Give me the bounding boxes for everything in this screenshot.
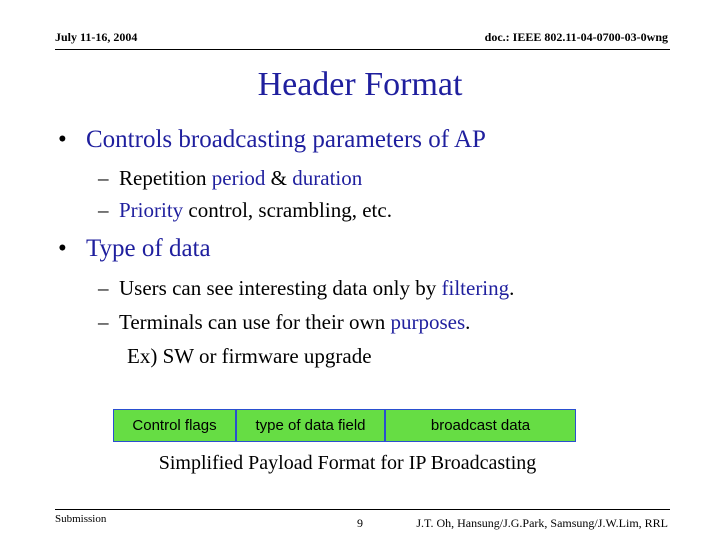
field-broadcast-data: broadcast data [430,417,531,434]
sub-bullet-repetition [98,166,362,191]
sub-bullet-users [98,276,514,301]
bullet-icon: • [58,126,67,153]
header-date: July 11-16, 2004 [55,30,138,44]
footer-divider [55,509,670,510]
highlight-priority: Priority [119,198,184,222]
sub-bullet-text: . [465,310,471,334]
header-divider [55,49,670,50]
sub-bullet-text: . [509,276,515,300]
highlight-period: period [211,166,266,190]
sub-bullet-terminals [98,310,470,335]
bullet-controls [58,126,486,154]
sub-bullet-text: Repetition [119,166,212,190]
bullet-type-of-data [58,235,211,263]
dash-icon: – [98,276,109,300]
highlight-filtering: filtering [441,276,510,300]
highlight-duration: duration [292,166,363,190]
bullet-icon: • [58,235,67,262]
bullet-text: Controls broadcasting parameters of AP [86,126,486,153]
header-doc-id: doc.: IEEE 802.11-04-0700-03-0wng [484,30,668,44]
sub-bullet-text: & [265,166,293,190]
sub-bullet-text: Users can see interesting data only by [119,276,442,300]
payload-format-diagram [113,409,576,442]
sub-bullet-text: control, scrambling, etc. [183,198,392,222]
diagram-caption: Simplified Payload Format for IP Broadcasting [158,452,537,474]
dash-icon: – [98,198,109,222]
footer-submission: Submission [55,513,107,525]
sub-bullet-priority [98,198,392,223]
dash-icon: – [98,310,109,334]
field-type-of-data: type of data field [255,417,366,434]
sub-bullet-text: Terminals can use for their own [119,310,391,334]
page-number: 9 [357,516,363,530]
highlight-purposes: purposes [390,310,466,334]
bullet-text: Type of data [86,235,211,262]
footer-authors: J.T. Oh, Hansung/J.G.Park, Samsung/J.W.Lim, RRL [416,516,668,530]
dash-icon: – [98,166,109,190]
example-line: Ex) SW or firmware upgrade [127,344,372,368]
field-control-flags: Control flags [132,417,217,434]
slide-title: Header Format [257,66,463,103]
